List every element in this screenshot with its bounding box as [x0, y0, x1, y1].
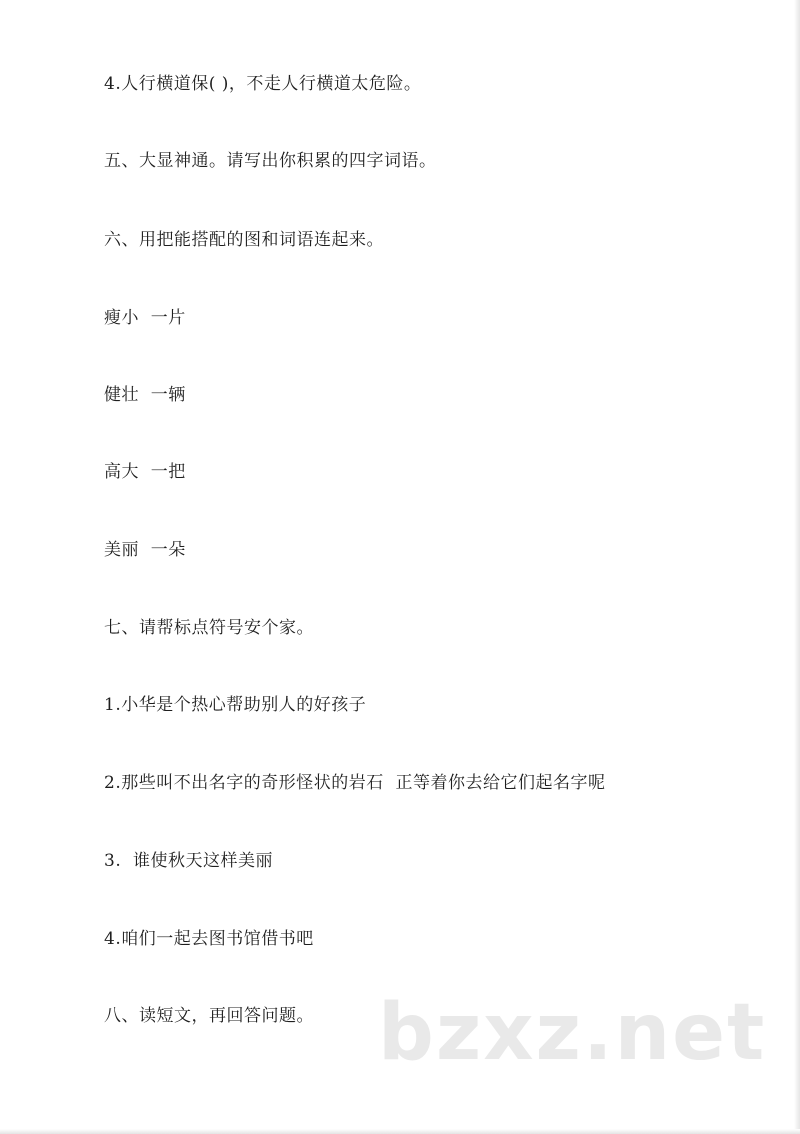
punctuation-item-2: 2.那些叫不出名字的奇形怪状的岩石 正等着你去给它们起名字呢 [104, 773, 606, 793]
section-8-heading: 八、读短文，再回答问题。 [104, 1006, 314, 1026]
watermark: bzxz.net [378, 988, 767, 1078]
section-5-heading: 五、大显神通。请写出你积累的四字词语。 [104, 151, 437, 171]
page-edge-shadow-bottom [0, 1129, 800, 1134]
match-item-2: 健壮 一辆 [104, 385, 186, 405]
page-edge-shadow-right [794, 0, 800, 1134]
match-item-4: 美丽 一朵 [104, 540, 186, 560]
punctuation-item-1: 1.小华是个热心帮助别人的好孩子 [104, 695, 367, 715]
match-item-3: 高大 一把 [104, 462, 186, 482]
section-6-heading: 六、用把能搭配的图和词语连起来。 [104, 230, 384, 250]
section-7-heading: 七、请帮标点符号安个家。 [104, 618, 314, 638]
match-item-1: 瘦小 一片 [104, 308, 186, 328]
question-4-line: 4.人行横道保( )，不走人行横道太危险。 [104, 74, 422, 94]
punctuation-item-3: 3. 谁使秋天这样美丽 [104, 851, 274, 871]
punctuation-item-4: 4.咱们一起去图书馆借书吧 [104, 929, 314, 949]
